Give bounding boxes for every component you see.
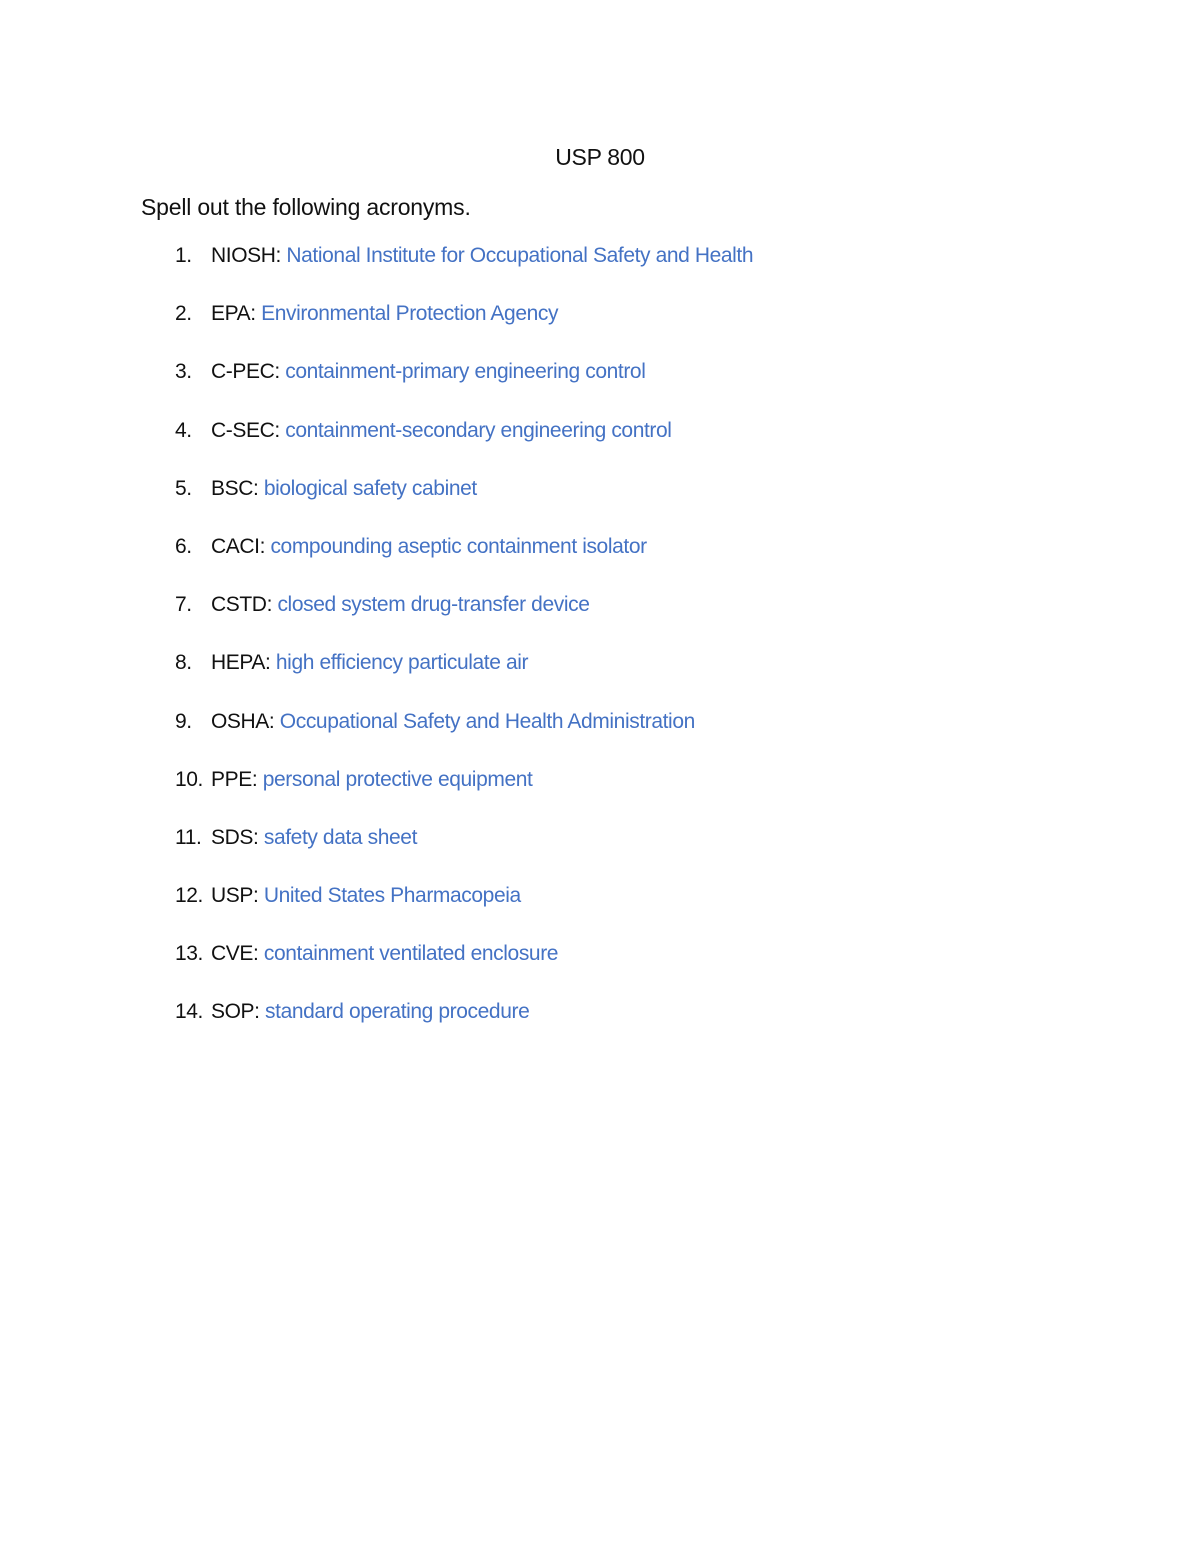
item-number: 9. <box>175 709 192 733</box>
item-body <box>211 649 528 677</box>
item-body <box>211 708 695 736</box>
acronym-definition: containment-secondary engineering control <box>285 418 672 442</box>
item-number: 2. <box>175 302 192 326</box>
acronym-term: CVE: <box>211 942 259 966</box>
item-body <box>211 766 532 794</box>
acronym-term: SOP: <box>211 1000 260 1024</box>
item-number: 3. <box>175 360 192 384</box>
acronym-term: NIOSH: <box>211 244 281 267</box>
acronym-definition: Environmental Protection Agency <box>261 302 559 326</box>
acronym-term: C-PEC: <box>211 360 280 384</box>
acronym-term: HEPA: <box>211 651 271 675</box>
item-number: 5. <box>175 476 192 500</box>
item-number: 12. <box>175 884 203 908</box>
item-body <box>211 300 558 328</box>
item-body <box>211 940 558 968</box>
acronym-definition: personal protective equipment <box>262 767 533 791</box>
acronym-term: USP: <box>211 884 259 908</box>
acronym-definition: United States Pharmacopeia <box>263 884 521 908</box>
acronym-term: EPA: <box>211 302 256 326</box>
acronym-definition: National Institute for Occupational Safety and Health <box>286 244 754 267</box>
item-number: 7. <box>175 593 192 617</box>
item-number: 1. <box>175 244 192 267</box>
acronym-term: OSHA: <box>211 709 275 733</box>
item-number: 10. <box>175 767 203 791</box>
acronym-term: CACI: <box>211 534 266 558</box>
acronym-definition: compounding aseptic containment isolator <box>270 534 647 558</box>
instruction-text: Spell out the following acronyms. <box>141 194 471 220</box>
acronym-term: BSC: <box>211 476 259 500</box>
item-body <box>211 358 645 386</box>
acronym-definition: containment ventilated enclosure <box>263 942 559 966</box>
item-body <box>211 824 417 852</box>
acronym-definition: Occupational Safety and Health Administration <box>279 709 695 733</box>
acronym-term: C-SEC: <box>211 418 280 442</box>
item-body <box>211 242 753 270</box>
acronym-term: PPE: <box>211 767 258 791</box>
acronym-definition: containment-primary engineering control <box>285 360 646 384</box>
item-body <box>211 882 521 910</box>
acronym-term: CSTD: <box>211 593 273 617</box>
item-number: 14. <box>175 1000 203 1024</box>
item-body <box>211 417 672 445</box>
item-number: 6. <box>175 534 192 558</box>
item-body <box>211 998 529 1026</box>
acronym-definition: standard operating procedure <box>265 1000 530 1024</box>
acronym-definition: biological safety cabinet <box>263 476 477 500</box>
item-body <box>211 591 590 619</box>
document-title: USP 800 <box>555 144 645 170</box>
item-number: 11. <box>175 825 202 849</box>
acronym-definition: high efficiency particulate air <box>275 651 529 675</box>
item-body <box>211 533 647 561</box>
acronym-definition: safety data sheet <box>263 825 417 849</box>
item-number: 8. <box>175 651 192 675</box>
item-body <box>211 475 477 503</box>
item-number: 4. <box>175 418 192 442</box>
acronym-term: SDS: <box>211 825 259 849</box>
acronym-definition: closed system drug-transfer device <box>277 593 590 617</box>
item-number: 13. <box>175 942 203 966</box>
